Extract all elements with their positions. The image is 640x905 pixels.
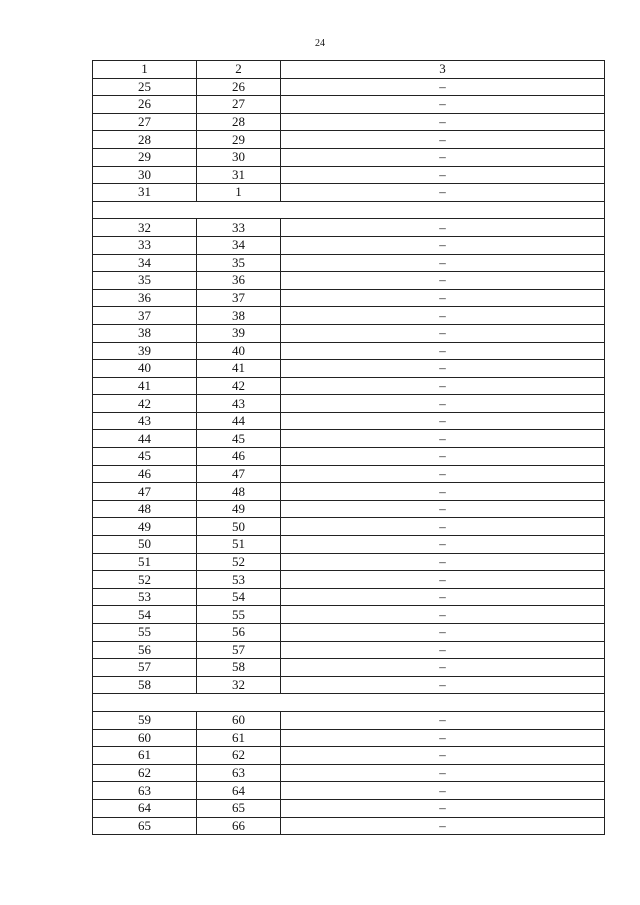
table-cell-col-2: 55 [197,606,281,624]
table-cell-col-1: 49 [93,518,197,536]
table-cell-col-1: 32 [93,219,197,237]
table-cell-col-3: – [281,342,605,360]
table-cell-col-1: 42 [93,395,197,413]
table-cell-col-1: 52 [93,571,197,589]
table-row [93,254,605,272]
table-cell-col-2: 45 [197,430,281,448]
table-cell-col-3: – [281,307,605,325]
table-cell-col-1: 40 [93,360,197,378]
table-cell-col-1: 37 [93,307,197,325]
table-cell-col-2: 38 [197,307,281,325]
table-cell-col-2: 58 [197,659,281,677]
table-cell-col-1: 50 [93,536,197,554]
table-cell-col-2: 50 [197,518,281,536]
table-cell-col-3: – [281,606,605,624]
table-cell-col-2: 54 [197,588,281,606]
table-cell-col-1: 54 [93,606,197,624]
table-row [93,289,605,307]
table-row [93,518,605,536]
table-cell-col-3: – [281,729,605,747]
table-row [93,465,605,483]
table-cell-col-2: 41 [197,360,281,378]
table-row [93,553,605,571]
table-cell-col-3: – [281,536,605,554]
table-cell-col-2: 57 [197,641,281,659]
table-row [93,184,605,202]
table-cell-col-2: 53 [197,571,281,589]
table-cell-col-1: 38 [93,324,197,342]
table-cell-col-1: 26 [93,96,197,114]
table-cell-col-3: – [281,782,605,800]
table-row [93,799,605,817]
table-header-row [93,61,605,79]
table-row [93,606,605,624]
table-cell-col-3: – [281,676,605,694]
table-cell-col-2: 56 [197,624,281,642]
section-divider-cell [93,694,605,712]
table-cell-col-3: – [281,764,605,782]
column-header: 1 [93,61,197,79]
table-cell-col-2: 65 [197,799,281,817]
table-row [93,377,605,395]
table-cell-col-3: – [281,236,605,254]
table-cell-col-1: 65 [93,817,197,835]
table-row [93,483,605,501]
table-cell-col-1: 34 [93,254,197,272]
table-row [93,448,605,466]
table-cell-col-3: – [281,148,605,166]
table-cell-col-2: 60 [197,711,281,729]
table-cell-col-3: – [281,571,605,589]
table-cell-col-2: 44 [197,412,281,430]
table-body [93,61,605,835]
table-cell-col-3: – [281,96,605,114]
column-header: 3 [281,61,605,79]
table-row [93,148,605,166]
table-cell-col-2: 49 [197,500,281,518]
table-cell-col-1: 47 [93,483,197,501]
table-cell-col-3: – [281,641,605,659]
table-cell-col-3: – [281,553,605,571]
table-cell-col-2: 30 [197,148,281,166]
table-cell-col-1: 27 [93,113,197,131]
table-cell-col-1: 59 [93,711,197,729]
page-number: 24 [315,38,325,49]
table-cell-col-2: 27 [197,96,281,114]
table-cell-col-1: 45 [93,448,197,466]
table-row [93,272,605,290]
table-row [93,307,605,325]
section-divider-row [93,201,605,219]
table-cell-col-1: 60 [93,729,197,747]
table-cell-col-1: 64 [93,799,197,817]
table-row [93,747,605,765]
table-cell-col-3: – [281,254,605,272]
table-cell-col-1: 35 [93,272,197,290]
table-cell-col-1: 53 [93,588,197,606]
table-row [93,782,605,800]
table-cell-col-3: – [281,219,605,237]
table-cell-col-3: – [281,166,605,184]
table-cell-col-1: 41 [93,377,197,395]
table-cell-col-2: 28 [197,113,281,131]
table-cell-col-2: 33 [197,219,281,237]
table-row [93,430,605,448]
table-row [93,360,605,378]
table-cell-col-1: 30 [93,166,197,184]
table-cell-col-3: – [281,817,605,835]
table-cell-col-2: 37 [197,289,281,307]
table-cell-col-3: – [281,377,605,395]
table-cell-col-2: 48 [197,483,281,501]
table-cell-col-3: – [281,483,605,501]
table-cell-col-1: 46 [93,465,197,483]
table-cell-col-3: – [281,324,605,342]
table-cell-col-3: – [281,395,605,413]
section-divider-cell [93,201,605,219]
table-row [93,219,605,237]
table-cell-col-3: – [281,113,605,131]
table-row [93,641,605,659]
table-cell-col-2: 26 [197,78,281,96]
table-cell-col-1: 57 [93,659,197,677]
table-row [93,536,605,554]
table-cell-col-1: 43 [93,412,197,430]
table-cell-col-1: 56 [93,641,197,659]
table-cell-col-3: – [281,131,605,149]
table-cell-col-2: 43 [197,395,281,413]
table-row [93,131,605,149]
table-cell-col-1: 33 [93,236,197,254]
table-cell-col-1: 25 [93,78,197,96]
table-cell-col-2: 66 [197,817,281,835]
table-cell-col-3: – [281,500,605,518]
table-row [93,166,605,184]
table-cell-col-2: 39 [197,324,281,342]
table-cell-col-2: 62 [197,747,281,765]
table-cell-col-2: 32 [197,676,281,694]
table-cell-col-2: 61 [197,729,281,747]
table-row [93,78,605,96]
table-cell-col-3: – [281,184,605,202]
table-row [93,96,605,114]
table-cell-col-1: 48 [93,500,197,518]
table-cell-col-1: 29 [93,148,197,166]
table-cell-col-3: – [281,465,605,483]
table-cell-col-3: – [281,448,605,466]
column-header: 2 [197,61,281,79]
table-cell-col-2: 31 [197,166,281,184]
table-cell-col-2: 47 [197,465,281,483]
table-row [93,764,605,782]
table-cell-col-2: 51 [197,536,281,554]
table-row [93,729,605,747]
table-row [93,324,605,342]
table-cell-col-2: 64 [197,782,281,800]
table-cell-col-1: 44 [93,430,197,448]
table-cell-col-3: – [281,747,605,765]
table-row [93,412,605,430]
table-row [93,571,605,589]
table-cell-col-3: – [281,711,605,729]
table-cell-col-3: – [281,289,605,307]
table-cell-col-2: 36 [197,272,281,290]
table-cell-col-3: – [281,518,605,536]
table-cell-col-2: 40 [197,342,281,360]
table-row [93,659,605,677]
table-row [93,395,605,413]
section-divider-row [93,694,605,712]
table-cell-col-1: 62 [93,764,197,782]
table-cell-col-2: 1 [197,184,281,202]
table-row [93,624,605,642]
table-cell-col-2: 42 [197,377,281,395]
table-cell-col-2: 29 [197,131,281,149]
table-cell-col-1: 61 [93,747,197,765]
table-cell-col-3: – [281,412,605,430]
table-cell-col-3: – [281,659,605,677]
table-row [93,711,605,729]
table-cell-col-1: 36 [93,289,197,307]
table-cell-col-2: 35 [197,254,281,272]
table-row [93,113,605,131]
table-cell-col-1: 39 [93,342,197,360]
table-cell-col-1: 28 [93,131,197,149]
table-cell-col-3: – [281,272,605,290]
table-cell-col-1: 58 [93,676,197,694]
table-cell-col-3: – [281,799,605,817]
table-row [93,342,605,360]
table-cell-col-3: – [281,624,605,642]
table-row [93,817,605,835]
table-cell-col-2: 52 [197,553,281,571]
table-row [93,588,605,606]
table-cell-col-3: – [281,588,605,606]
table-cell-col-1: 55 [93,624,197,642]
table-cell-col-1: 31 [93,184,197,202]
table-row [93,676,605,694]
table-row [93,236,605,254]
data-table [92,60,605,835]
table-cell-col-3: – [281,430,605,448]
table-cell-col-1: 63 [93,782,197,800]
table-cell-col-3: – [281,78,605,96]
table-cell-col-2: 46 [197,448,281,466]
table-cell-col-3: – [281,360,605,378]
table-cell-col-2: 63 [197,764,281,782]
table-cell-col-1: 51 [93,553,197,571]
table-cell-col-2: 34 [197,236,281,254]
table-row [93,500,605,518]
